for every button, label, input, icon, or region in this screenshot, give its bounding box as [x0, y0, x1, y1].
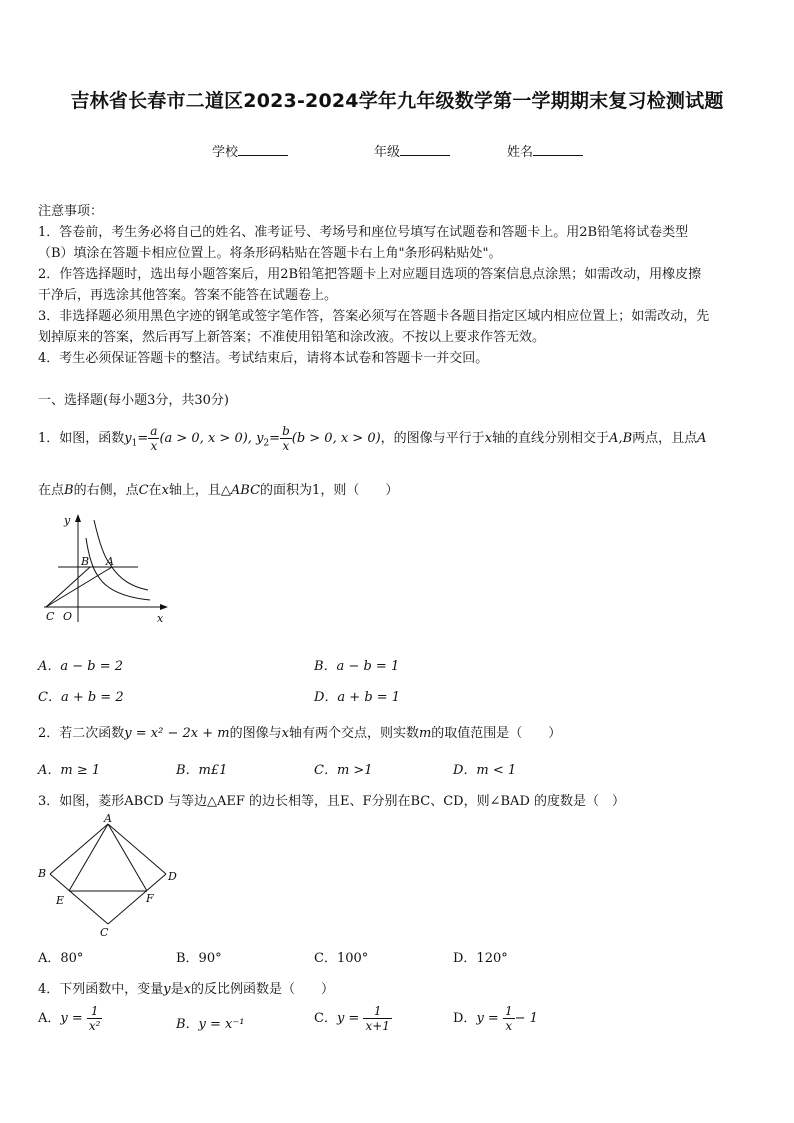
q1-cond2: (b > 0, x > 0) [291, 431, 381, 446]
q4-text: 4．下列函数中，变量 [38, 982, 164, 997]
question-1-line-1 [38, 424, 707, 453]
notice-line: 4．考生必须保证答题卡的整洁。考试结束后，请将本试卷和答题卡一并交回。 [38, 351, 489, 366]
school-label: 学校 [212, 145, 239, 160]
q1-frac-b: $\frac{b}{x}$ [282, 424, 290, 453]
q1-b: B [64, 483, 74, 498]
q2-x: x [281, 726, 289, 741]
q4-text-3: 的反比例函数是（ ） [191, 982, 335, 997]
q2-option-b[interactable]: B．m£1 [176, 763, 228, 778]
q3-option-b[interactable]: B．90° [176, 951, 222, 966]
question-4 [38, 978, 334, 997]
q1-c: C [138, 483, 149, 498]
q1-option-b[interactable]: B．a − b = 1 [314, 659, 400, 674]
fig1-label-c: C [46, 610, 55, 623]
q1-text-2: ，的图像与平行于 [380, 431, 485, 446]
q3-rhombus-figure [36, 812, 186, 940]
fig3-label-f: F [146, 892, 154, 905]
grade-field [374, 141, 450, 160]
q4-y: y [163, 982, 171, 997]
q1-text-4: 两点，且点 [632, 431, 698, 446]
notice-line: 干净后，再选涂其他答案。答案不能答在试题卷上。 [38, 288, 338, 303]
q1-y2: y [256, 431, 264, 446]
fig1-label-o: O [63, 610, 73, 623]
name-label: 姓名 [507, 145, 534, 160]
fig1-x-label: x [157, 612, 164, 625]
q4-option-b[interactable]: B．y = x⁻¹ [176, 1017, 245, 1032]
q1-abc: ABC [230, 483, 261, 498]
q1-x-2: x [161, 483, 169, 498]
question-1-line-2 [38, 479, 398, 498]
q2-m: m [418, 726, 432, 741]
fig3-label-d: D [168, 870, 177, 883]
fig3-label-c: C [100, 926, 109, 939]
q1-text-7: 在 [148, 483, 162, 498]
q1-cond1: (a > 0, x > 0), [159, 431, 257, 446]
q1-sub1: 1 [131, 438, 138, 449]
name-field [507, 141, 583, 160]
school-field [212, 141, 288, 160]
q1-frac-a: $\frac{a}{x}$ [150, 424, 158, 453]
question-3: 3．如图，菱形ABCD 与等边△AEF 的边长相等，且E、F分别在BC、CD，则∠BAD 的度数是（ ） [38, 794, 625, 809]
q1-option-a[interactable]: A．a − b = 2 [38, 659, 124, 674]
q1-text-5: 在点 [38, 483, 65, 498]
q2-option-d[interactable]: D．m < 1 [453, 763, 517, 778]
q4-x: x [183, 982, 191, 997]
notice-line: 3．非选择题必须用黑色字迹的钢笔或签字笔作答，答案必须写在答题卡各题目指定区域内相应位置上；如需改动，先 [38, 309, 710, 324]
fig3-label-e: E [56, 894, 65, 907]
question-2 [38, 722, 561, 741]
fig1-y-label: y [64, 514, 71, 527]
q2-expr: y = x² − 2x + m [124, 726, 230, 741]
q4-text-2: 是 [170, 982, 184, 997]
q1-eq-2: = [269, 431, 281, 446]
q2-text-4: 的取值范围是（ ） [431, 726, 562, 741]
notice-heading: 注意事项： [38, 204, 104, 219]
q2-text: 2．若二次函数 [38, 726, 125, 741]
q1-sub2: 2 [263, 438, 270, 449]
notice-line: 1．答卷前，考生务必将自己的姓名、准考证号、考场号和座位号填写在试题卷和答题卡上。用2B铅笔将试卷类型 [38, 225, 689, 240]
fig3-label-b: B [38, 867, 47, 880]
q1-option-d[interactable]: D．a + b = 1 [314, 690, 401, 705]
q1-text-6: 的右侧，点 [73, 483, 139, 498]
notice-line: 划掉原来的答案，然后再写上新答案；不准使用铅笔和涂改液。不按以上要求作答无效。 [38, 330, 546, 345]
grade-label: 年级 [374, 145, 401, 160]
q4-option-a[interactable]: A．y = $\frac{1}{\text{x²}}$ [38, 1004, 101, 1033]
q2-text-2: 的图像与 [229, 726, 282, 741]
q1-option-c[interactable]: C．a + b = 2 [38, 690, 124, 705]
q1-ab: A,B [609, 431, 633, 446]
q1-a: A [697, 431, 707, 446]
fig3-label-a: A [104, 812, 112, 825]
fig1-label-b: B [81, 555, 90, 568]
q1-text-8: 轴上，且△ [168, 483, 231, 498]
page-title: 吉林省长春市二道区2023-2024学年九年级数学第一学期期末复习检测试题 [70, 90, 724, 112]
q1-graph-figure [38, 510, 173, 628]
notice-line: 2．作答选择题时，选出每小题答案后，用2B铅笔把答题卡上对应题目选项的答案信息点涂黑；如需改动，用橡皮擦 [38, 267, 702, 282]
q3-option-c[interactable]: C．100° [314, 951, 369, 966]
q3-option-a[interactable]: A．80° [38, 951, 84, 966]
notice-line: （B）填涂在答题卡相应位置上。将条形码粘贴在答题卡右上角"条形码粘贴处"。 [38, 246, 502, 261]
q1-y1: y [124, 431, 132, 446]
section-heading: 一、选择题(每小题3分，共30分) [38, 393, 229, 408]
q1-x: x [484, 431, 493, 446]
q1-text-3: 轴的直线分别相交于 [492, 431, 610, 446]
q3-option-d[interactable]: D．120° [453, 951, 508, 966]
q2-text-3: 轴有两个交点，则实数 [288, 726, 419, 741]
fig1-label-a: A [106, 555, 114, 568]
q1-text: 1．如图，函数 [38, 431, 125, 446]
q1-eq: = [137, 431, 149, 446]
q4-option-c[interactable]: C．y = $\frac{1}{x+1}$ [314, 1004, 390, 1033]
q2-option-a[interactable]: A．m ≥ 1 [38, 763, 101, 778]
q4-option-d[interactable]: D．y = $\frac{1}{x}$ − 1 [453, 1004, 538, 1033]
q1-text-9: 的面积为1，则（ ） [260, 483, 399, 498]
q2-option-c[interactable]: C．m >1 [314, 763, 373, 778]
